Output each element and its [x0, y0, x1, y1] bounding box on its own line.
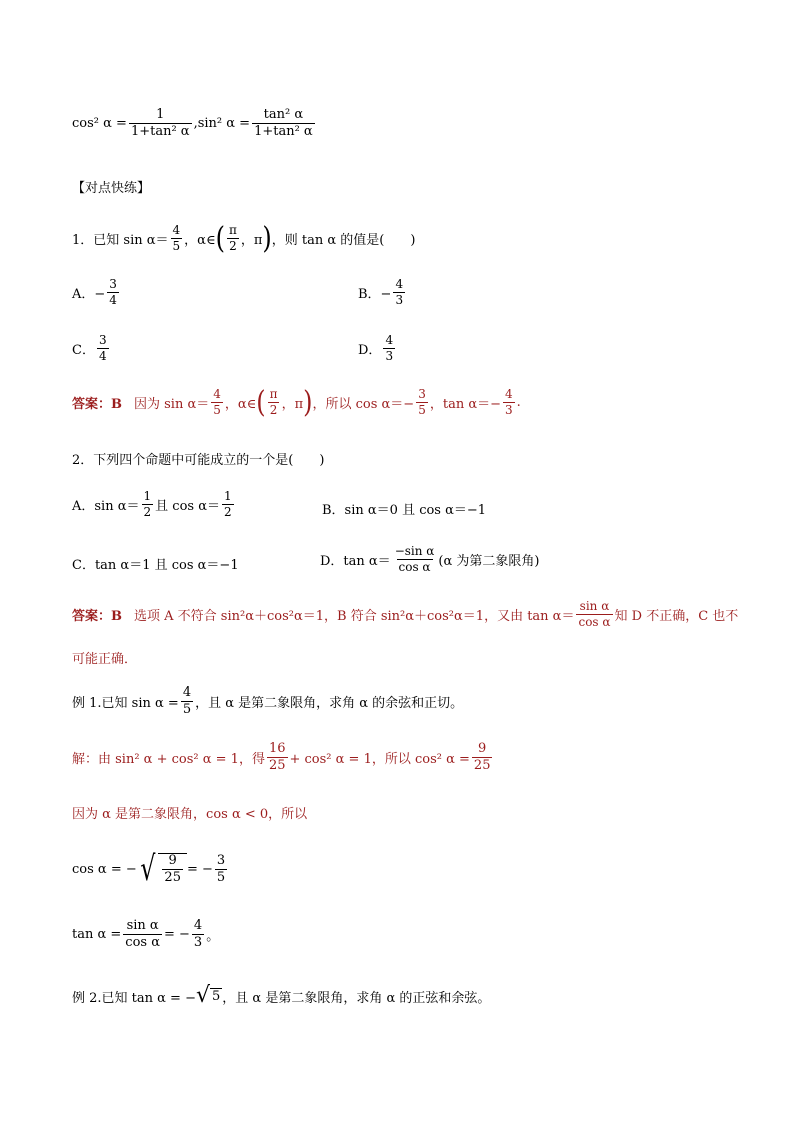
sin2-left: sin² α = — [197, 115, 251, 131]
example-1-cos-result: cos α = − √ $\frac{9}{25}$ = − $\frac{3}{5}$ — [72, 849, 226, 889]
cos2-left: cos² α = — [72, 115, 127, 131]
q1-option-c[interactable]: C． $\frac{3}{4}$ — [72, 333, 107, 363]
q2-option-c[interactable]: C．tan α＝1 且 cos α＝−1 — [72, 558, 239, 573]
q2-option-d[interactable]: D．tan α＝ $\frac{\text{−sin α}}{\text{cos α}}$ (α 为第二象限角) — [320, 544, 540, 574]
q1-stem: 1．已知 sin α＝ $\frac{4}{5}$ ，α∈ ( $\frac{\pi}{2}$ ，π ) ，则 tan α 的值是( ) — [72, 220, 416, 256]
q1-option-d[interactable]: D． $\frac{4}{3}$ — [358, 333, 394, 363]
q2-stem: 2．下列四个命题中可能成立的一个是( ) — [72, 453, 325, 468]
q2-option-b[interactable]: B．sin α＝0 且 cos α＝−1 — [322, 503, 487, 518]
q2-option-a[interactable]: A．sin α＝ $\frac{1}{2}$ 且 cos α＝ $\frac{1}{2}$ — [72, 489, 232, 519]
sin2-fraction: $\frac{\text{tan² α}}{\text{1+tan² α}}$ — [254, 107, 313, 139]
section-title: 【对点快练】 — [72, 181, 151, 196]
cos2-fraction: $\frac{1}{\text{1+tan² α}}$ — [130, 107, 190, 139]
q1-option-a[interactable]: A．− $\frac{3}{4}$ — [72, 277, 117, 307]
example-1-quadrant-note: 因为 α 是第二象限角，cos α < 0，所以 — [72, 807, 308, 822]
q1-option-b[interactable]: B．− $\frac{4}{3}$ — [358, 277, 404, 307]
identity-formulas: cos² α = $\frac{1}{\text{1+tan² α}}$ , sin² α = $\frac{\text{tan² α}}{\text{1+tan² α}}$ — [72, 107, 313, 139]
example-1-stem: 例 1.已知 sin α = $\frac{4}{5}$ ，且 α 是第二象限角，求角 α 的余弦和正切。 — [72, 685, 464, 717]
example-1-tan-result: tan α = $\frac{\text{sin α}}{\text{cos α}}$ = − $\frac{4}{3}$ 。 — [72, 918, 220, 950]
q2-answer-continued: 可能正确． — [72, 652, 138, 667]
q1-answer: 答案：B 因为 sin α＝ $\frac{4}{5}$ ，α∈ ( $\frac{\pi}{2}$ ，π ) ，所以 cos α＝− $\frac{3}{5}$ ，tan α＝− $\frac{4}{3}$ . — [72, 384, 521, 420]
q2-answer: 答案：B 选项 A 不符合 sin²α＋cos²α＝1，B 符合 sin²α＋cos²α＝1，又由 tan α＝ $\frac{\text{sin α}}{\text{cos α}}$ 知 D 不正确，C 也不 — [72, 599, 739, 629]
example-1-solution: 解：由 sin² α + cos² α = 1，得 $\frac{16}{25}$ + cos² α = 1，所以 cos² α = $\frac{9}{25}$ — [72, 741, 491, 773]
example-2-stem: 例 2.已知 tan α = − √ 5 ，且 α 是第二象限角，求角 α 的正弦和余弦。 — [72, 983, 491, 1008]
